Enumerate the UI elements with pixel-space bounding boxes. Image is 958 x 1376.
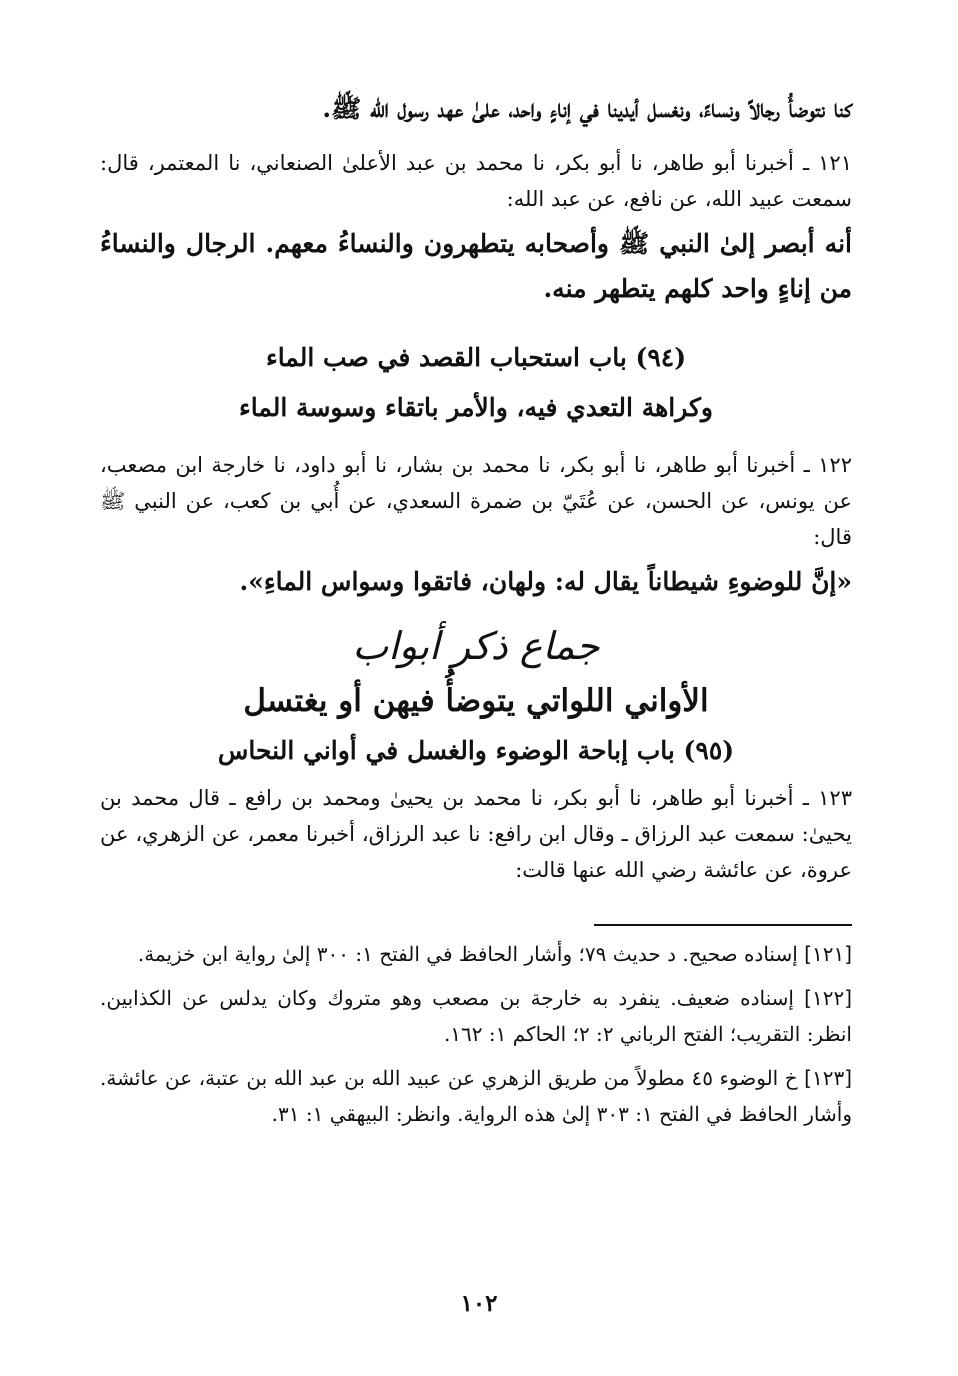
footnote-123-number: [١٢٣]	[804, 1066, 853, 1090]
page-body	[100, 86, 852, 1132]
footnote-121-number: [١٢١]	[804, 942, 852, 966]
footnote-123-text: خ الوضوء ٤٥ مطولاً من طريق الزهري عن عبيد الله بن عبد الله بن عتبة، عن عائشة. وأشار الحافظ في الفتح ١: ٣٠٣ إلىٰ هذه الرواية. وانظر: البيهقي ١: ٣١.	[100, 1066, 852, 1126]
ornament-title: جماع ذكر أبواب	[352, 624, 600, 668]
footnote-121	[100, 936, 852, 972]
section-heading: الأواني اللواتي يتوضأُ فيهن أو يغتسل	[243, 683, 709, 719]
footnote-122-number: [١٢٢]	[804, 986, 852, 1010]
opening-text: كنا نتوضأُ رجالاً ونساءً، ونغسل أيدينا في إناءٍ واحد، علىٰ عهد رسول الله ﷺ.	[322, 94, 852, 123]
chapter-95-title: (٩٥) باب إباحة الوضوء والغسل في أواني النحاس	[217, 736, 735, 765]
page-number: ١٠٢	[460, 1290, 498, 1317]
footnote-122-text: إسناده ضعيف. ينفرد به خارجة بن مصعب وهو متروك وكان يدلس عن الكذابين. انظر: التقريب؛ الفتح الرباني ٢: ٢؛ الحاكم ١: ١٦٢.	[100, 986, 852, 1046]
footnotes	[100, 936, 852, 1132]
footnote-123	[100, 1060, 852, 1132]
footnote-121-text: إسناده صحيح. د حديث ٧٩؛ وأشار الحافظ في الفتح ١: ٣٠٠ إلىٰ رواية ابن خزيمة.	[137, 942, 798, 966]
chapter-94-heading	[100, 333, 852, 433]
footnote-122	[100, 980, 852, 1052]
chapter-94-subtitle: وكراهة التعدي فيه، والأمر باتقاء وسوسة الماء	[238, 393, 714, 422]
hadith-121-isnad: ١٢١ ـ أخبرنا أبو طاهر، نا أبو بكر، نا محمد بن عبد الأعلىٰ الصنعاني، نا المعتمر، قال: سمعت عبيد الله، عن نافع، عن عبد الله:	[100, 151, 852, 211]
hadith-123-isnad: ١٢٣ ـ أخبرنا أبو طاهر، نا أبو بكر، نا محمد بن يحيىٰ ومحمد بن رافع ـ قال محمد بن يحيىٰ: سمعت عبد الرزاق ـ وقال ابن رافع: نا عبد الرزاق، أخبرنا معمر، عن الزهري، عن عروة، عن عائشة رضي الله عنها قالت:	[100, 786, 852, 882]
hadith-122-isnad: ١٢٢ ـ أخبرنا أبو طاهر، نا أبو بكر، نا محمد بن بشار، نا أبو داود، نا خارجة ابن مصعب، عن يونس، عن الحسن، عن عُتَيّ بن ضمرة السعدي، عن أُبي بن كعب، عن النبي ﷺ قال:	[100, 453, 852, 549]
hadith-121-matn: أنه أبصر إلىٰ النبي ﷺ وأصحابه يتطهرون والنساءُ معهم. الرجال والنساءُ من إناءٍ واحد كلهم يتطهر منه.	[100, 229, 852, 303]
footnote-divider	[594, 924, 852, 926]
chapter-94-title: (٩٤) باب استحباب القصد في صب الماء	[265, 343, 687, 372]
hadith-122-matn: «إنَّ للوضوءِ شيطاناً يقال له: ولهان، فاتقوا وسواس الماءِ».	[239, 567, 852, 596]
